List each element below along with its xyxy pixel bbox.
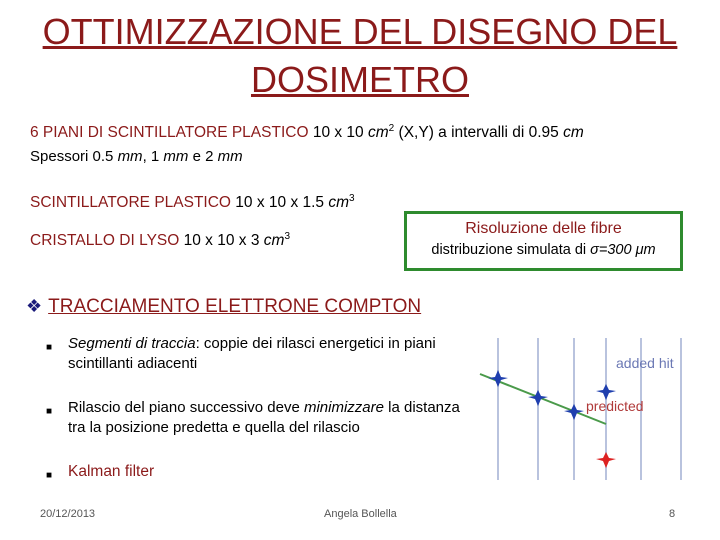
bullet-rest: : coppie dei rilasci energetici in piani scintillanti adiacenti: [68, 335, 436, 372]
bullet-text: [68, 334, 478, 374]
thickness-unit-3: mm: [217, 148, 243, 165]
bullet-item: [46, 334, 478, 374]
added-hit-label: added hit: [616, 355, 674, 371]
square-bullet-icon: ■: [46, 342, 53, 353]
bullet-italic: minimizzare: [303, 399, 384, 416]
hit-star-icon: [564, 404, 584, 420]
section-title: TRACCIAMENTO ELETTRONE COMPTON: [48, 296, 422, 317]
thickness-unit-1: mm: [117, 148, 143, 165]
plastic-label: SCINTILLATORE PLASTICO: [30, 194, 231, 211]
footer-author: Angela Bollella: [324, 508, 397, 520]
planes-exp: 2: [388, 123, 395, 134]
lyso-dims: 10 x 10 x 3: [183, 232, 260, 249]
fiber-resolution-value: σ=300 μm: [590, 242, 656, 258]
plastic-dims: 10 x 10 x 1.5: [235, 194, 325, 211]
lyso-unit: cm: [263, 232, 285, 249]
bullet-italic: Segmenti di traccia: [68, 335, 196, 352]
square-bullet-icon: ■: [46, 406, 53, 417]
predicted-hit-star-icon: [596, 452, 616, 468]
fiber-resolution-subtitle: [407, 242, 680, 258]
hit-star-icon: [528, 390, 548, 406]
slide-title: OTTIMIZZAZIONE DEL DISEGNO DEL DOSIMETRO: [42, 11, 678, 100]
tracking-diagram: [476, 338, 688, 480]
bullet-item: [46, 398, 466, 438]
footer-page-number: 8: [669, 508, 676, 520]
line-plastic-scintillator: [30, 194, 355, 212]
thickness-mid-1: , 1: [142, 148, 160, 165]
line-lyso-crystal: [30, 232, 290, 250]
diamond-bullet-icon: ❖: [26, 296, 43, 316]
kalman-filter-label: Kalman filter: [68, 463, 155, 480]
thickness-mid-2: e 2: [192, 148, 214, 165]
plastic-unit: cm: [328, 194, 350, 211]
bullet-post: la distanza tra la posizione predetta e quella del rilascio: [68, 399, 460, 436]
line-scintillator-planes: [30, 124, 584, 142]
lyso-exp: 3: [284, 231, 290, 242]
bullet-text: [68, 398, 466, 438]
predicted-label: predicted: [586, 398, 644, 414]
thickness-unit-2: mm: [163, 148, 189, 165]
fiber-resolution-title: Risoluzione delle fibre: [465, 220, 622, 237]
line-thickness: [30, 148, 243, 165]
planes-rest: (X,Y) a intervalli di 0.95: [398, 124, 559, 141]
thickness-prefix: Spessori 0.5: [30, 148, 114, 165]
plastic-exp: 3: [349, 193, 355, 204]
footer-date: 20/12/2013: [40, 508, 96, 520]
planes-dims: 10 x 10: [312, 124, 364, 141]
bullet-item: [46, 462, 346, 482]
planes-label: 6 PIANI DI SCINTILLATORE PLASTICO: [30, 124, 309, 141]
square-bullet-icon: ■: [46, 470, 53, 481]
fiber-resolution-prefix: distribuzione simulata di: [431, 242, 587, 258]
bullet-pre: Rilascio del piano successivo deve: [68, 399, 300, 416]
section-heading: [26, 296, 421, 318]
lyso-label: CRISTALLO DI LYSO: [30, 232, 180, 249]
planes-unit2: cm: [563, 124, 584, 141]
planes-unit: cm: [368, 124, 389, 141]
fiber-resolution-box: [404, 211, 683, 271]
